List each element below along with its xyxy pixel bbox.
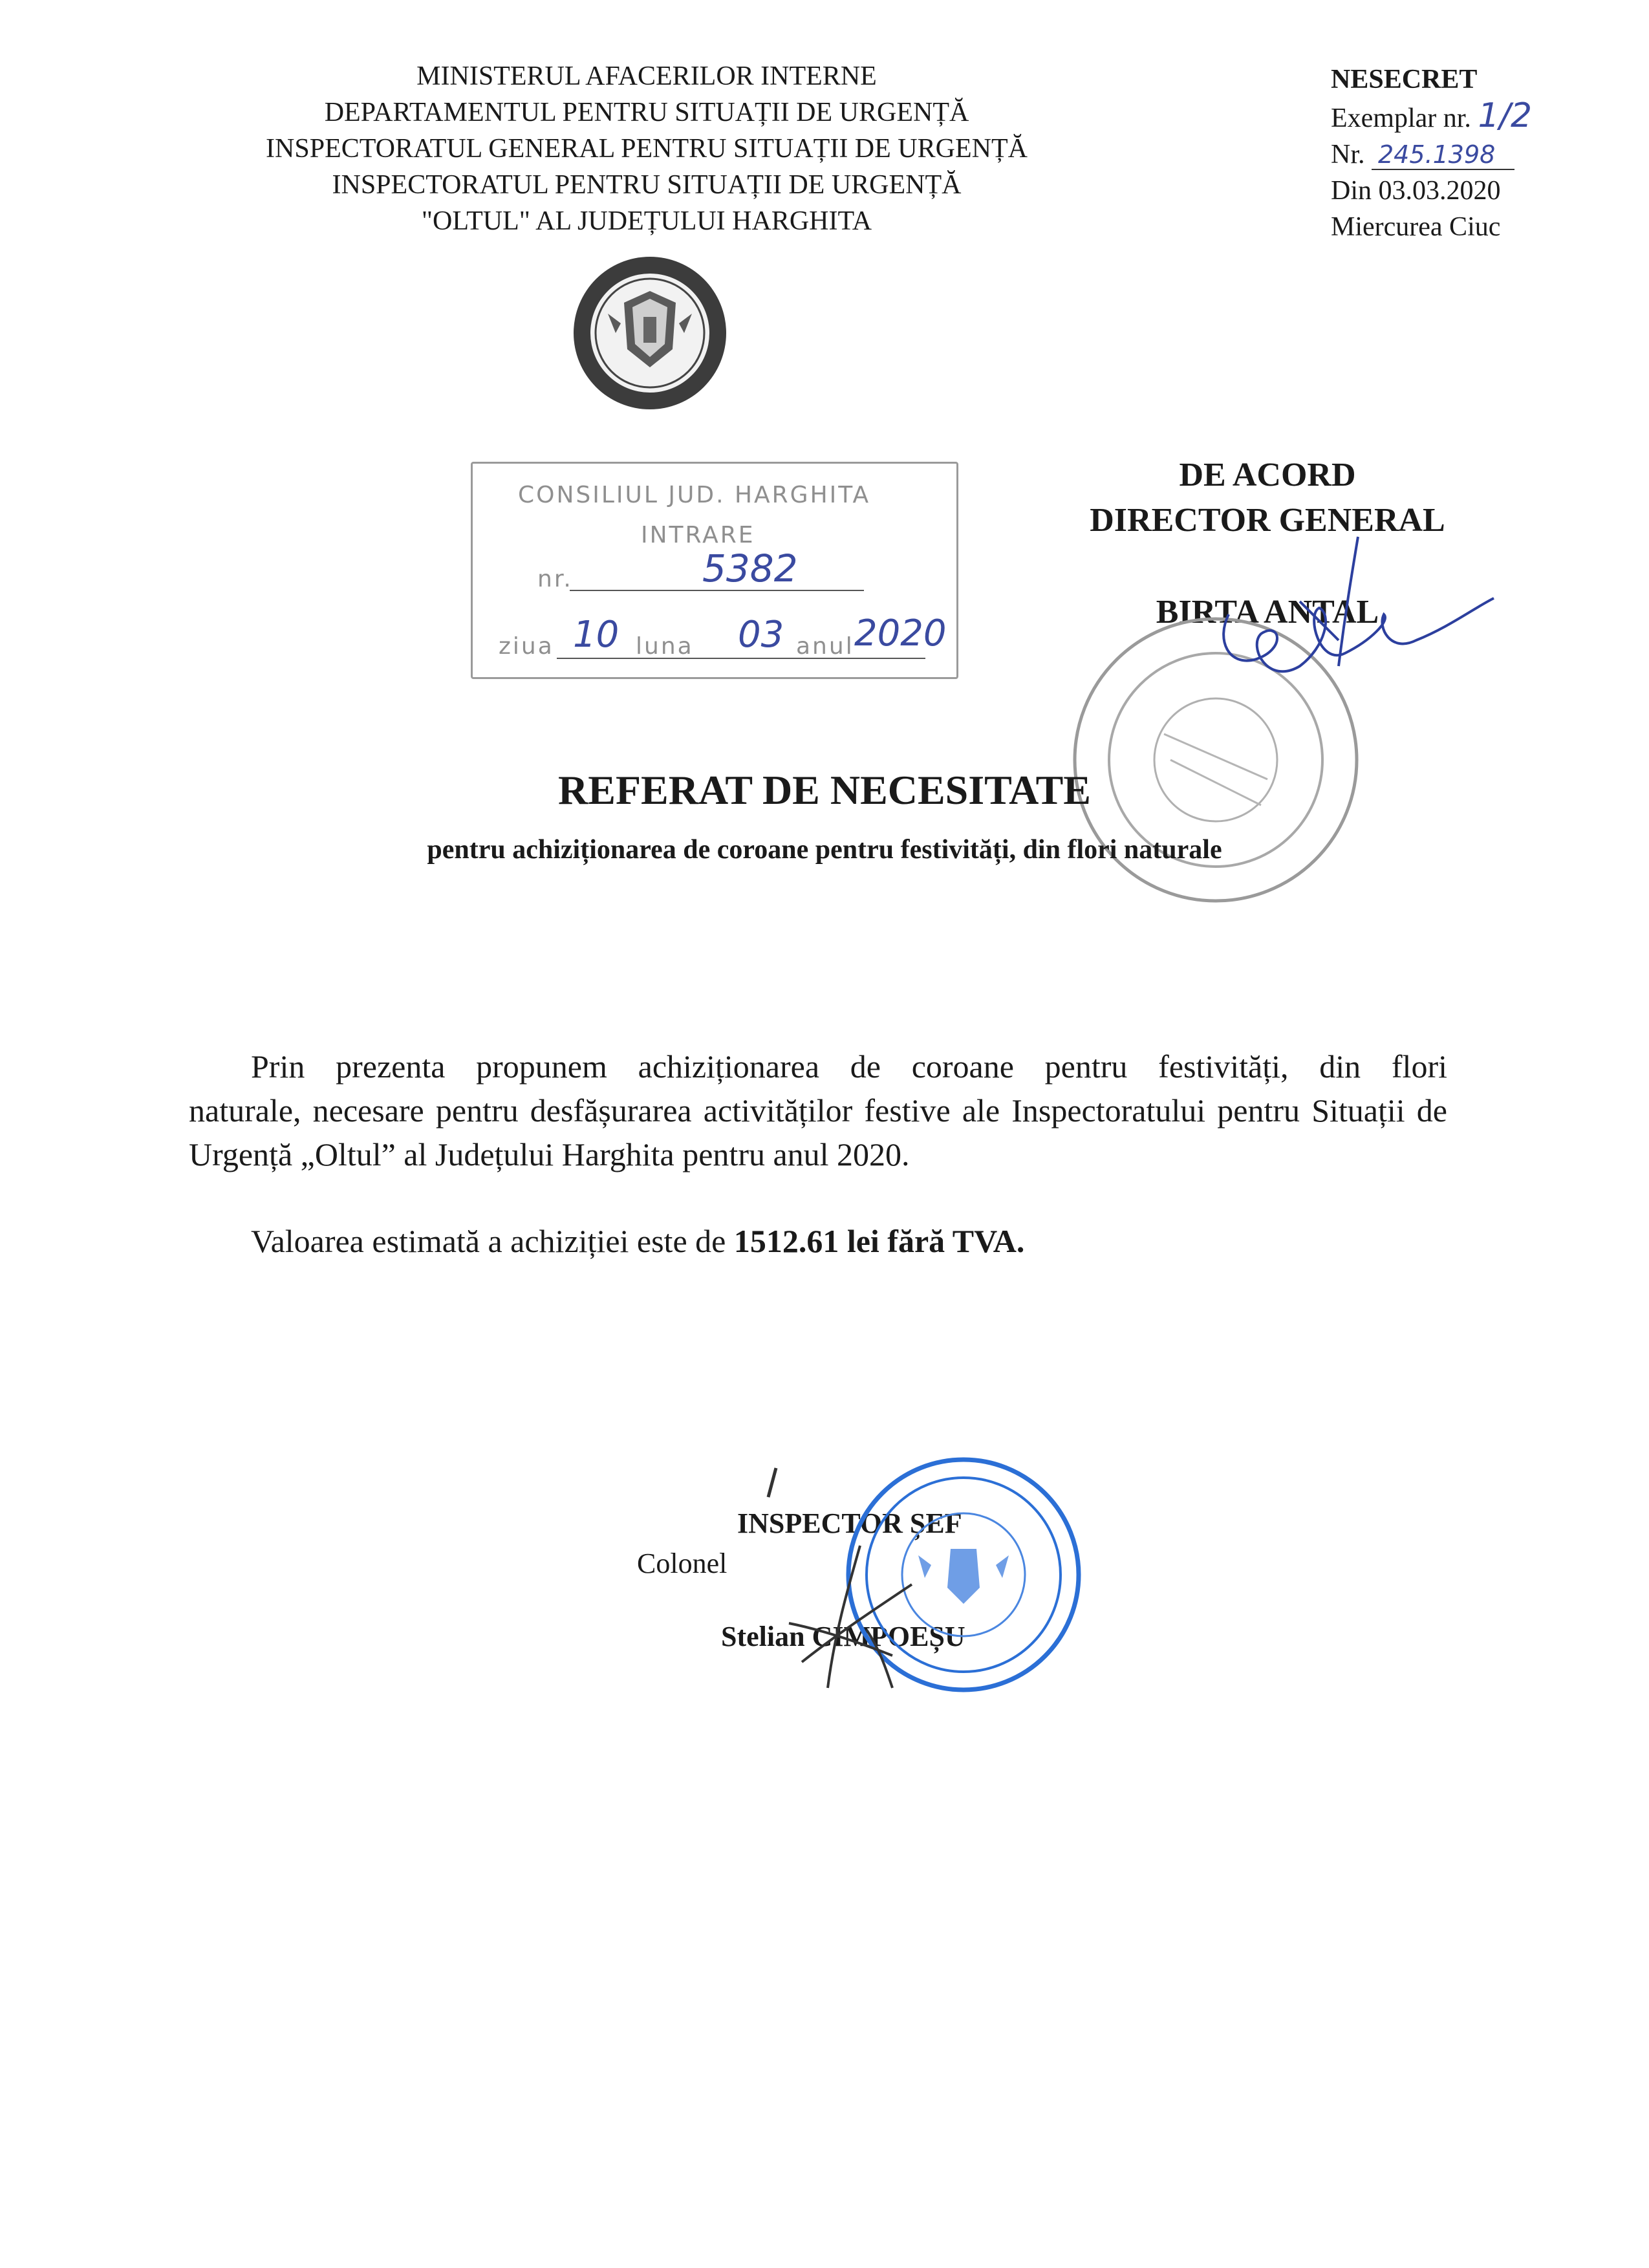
document-city: Miercurea Ciuc (1331, 212, 1501, 242)
approval-line-2: DIRECTOR GENERAL (1090, 502, 1445, 539)
nr-value: 245.1398 (1372, 140, 1514, 170)
approval-line-1: DE ACORD (1179, 457, 1356, 493)
header-line-1: MINISTERUL AFACERILOR INTERNE (416, 61, 877, 91)
approval-name: BIRTA ANTAL (1156, 594, 1379, 631)
director-signature-icon (1190, 537, 1500, 705)
value-prefix: Valoarea estimată a achiziției este de (251, 1223, 734, 1259)
header-line-4: INSPECTORATUL PENTRU SITUAȚII DE URGENȚĂ (332, 170, 962, 200)
signature-rank: Colonel (637, 1548, 727, 1579)
stamp-anul-label: anul (796, 633, 854, 660)
stamp-date-underline (557, 658, 925, 659)
registration-number-line (1331, 136, 1532, 173)
value-amount: 1512.61 lei fără TVA. (733, 1223, 1025, 1259)
stamp-luna-label: luna (636, 633, 694, 660)
document-date: Din 03.03.2020 (1331, 176, 1501, 206)
stamp-luna-value: 03 (738, 614, 784, 656)
header-line-3: INSPECTORATUL GENERAL PENTRU SITUAȚII DE URGENȚĂ (266, 134, 1028, 164)
stamp-title: CONSILIUL JUD. HARGHITA (518, 482, 871, 508)
header-line-2: DEPARTAMENTUL PENTRU SITUAȚII DE URGENȚĂ (324, 98, 969, 127)
signature-name: Stelian CIMPOEȘU (721, 1621, 965, 1652)
document-subtitle: pentru achiziționarea de coroane pentru festivități, din flori naturale (427, 835, 1222, 865)
institution-header (162, 58, 1132, 239)
paragraph-line-1: Prin prezenta propunem achiziționarea de coroane pentru festivități, din flori (251, 1048, 1447, 1085)
classification-block (1331, 61, 1532, 245)
institution-emblem-icon (569, 252, 731, 414)
exemplar-value: 1/2 (1478, 96, 1533, 135)
classification-label: NESECRET (1331, 65, 1478, 94)
exemplar-line (1331, 98, 1532, 136)
header-line-5: "OLTUL" AL JUDEȚULUI HARGHITA (421, 206, 872, 236)
paragraph-rest: naturale, necesare pentru desfășurarea activităților festive ale Inspectoratului pentru Situații de Urgență „Oltul” al Județului Harghita pentru anul 2020. (189, 1092, 1447, 1172)
nr-label: Nr. (1331, 140, 1365, 169)
registration-stamp (471, 462, 958, 679)
stamp-nr-label: nr. (537, 566, 573, 592)
document-title: REFERAT DE NECESITATE (558, 767, 1091, 813)
signature-title: INSPECTOR ȘEF (737, 1507, 962, 1539)
stamp-nr-value: 5382 (702, 546, 798, 590)
stamp-sub: INTRARE (641, 522, 755, 548)
inspector-signature-icon (763, 1468, 983, 1714)
stamp-ziua-value: 10 (573, 614, 620, 656)
stamp-anul-value: 2020 (854, 612, 947, 654)
exemplar-label: Exemplar nr. (1331, 103, 1471, 133)
estimated-value-line (251, 1222, 1024, 1260)
stamp-ziua-label: ziua (499, 633, 554, 660)
